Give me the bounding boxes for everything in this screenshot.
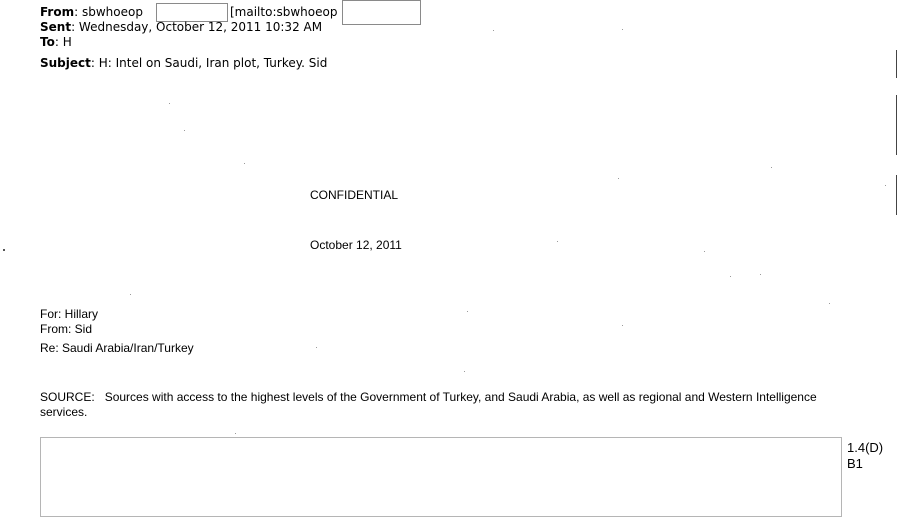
from-label: From: [40, 5, 75, 19]
scan-speck: [244, 163, 245, 164]
scan-speck: [169, 103, 170, 104]
redaction-code-2: B1: [847, 456, 863, 471]
scan-speck: [829, 303, 830, 304]
redacted-section-box: [40, 437, 842, 517]
scan-speck: [316, 347, 317, 348]
source-label: SOURCE:: [40, 390, 95, 404]
mailto-line: [230, 5, 337, 20]
subject-label: Subject: [40, 56, 91, 70]
scan-speck: [618, 178, 619, 179]
redaction-code-1: 1.4(D): [847, 440, 884, 455]
scan-speck: [493, 30, 494, 31]
scan-speck: [235, 433, 236, 434]
memo-re-line: Re: Saudi Arabia/Iran/Turkey: [40, 341, 194, 355]
from-value: sbwhoeop: [81, 5, 143, 19]
classification-heading: CONFIDENTIAL: [310, 188, 399, 202]
from-line: From: sbwhoeop: [40, 5, 143, 19]
redacted-mailto-box: [342, 0, 421, 25]
scan-speck: [622, 29, 623, 30]
sent-value: Wednesday, October 12, 2011 10:32 AM: [78, 20, 323, 34]
source-paragraph: [40, 390, 855, 420]
memo-date: October 12, 2011: [310, 238, 402, 252]
scan-speck: [622, 325, 623, 326]
scan-speck: [464, 371, 465, 372]
scan-speck: [771, 167, 772, 168]
scan-speck: [557, 241, 558, 242]
source-text: Sources with access to the highest levels of the Government of Turkey, and Saudi Arabia, as well as regional and Western Intelligence services.: [40, 390, 817, 419]
scan-speck: [3, 249, 5, 251]
scan-speck: [885, 185, 886, 186]
sent-label: Sent: [40, 20, 72, 34]
scan-edge-mark: [896, 175, 897, 215]
scan-speck: [130, 294, 131, 295]
subject-value: H: Intel on Saudi, Iran plot, Turkey. Sid: [98, 56, 328, 70]
scan-edge-mark: [896, 95, 897, 155]
scan-speck: [760, 274, 761, 275]
memo-for-line: For: Hillary: [40, 307, 99, 321]
subject-line: Subject: H: Intel on Saudi, Iran plot, Turkey. Sid: [40, 56, 328, 70]
scan-speck: [467, 311, 468, 312]
scan-speck: [184, 130, 185, 131]
scan-edge-mark: [896, 50, 897, 78]
sent-line: Sent: Wednesday, October 12, 2011 10:32 AM: [40, 20, 323, 34]
scan-speck: [704, 251, 705, 252]
memo-from-line: From: Sid: [40, 322, 93, 336]
to-label: To: [40, 35, 55, 49]
mailto-value: [mailto:sbwhoeop: [230, 5, 338, 19]
to-line: To: H: [40, 35, 72, 49]
to-value: H: [62, 35, 72, 49]
scan-speck: [730, 276, 731, 277]
